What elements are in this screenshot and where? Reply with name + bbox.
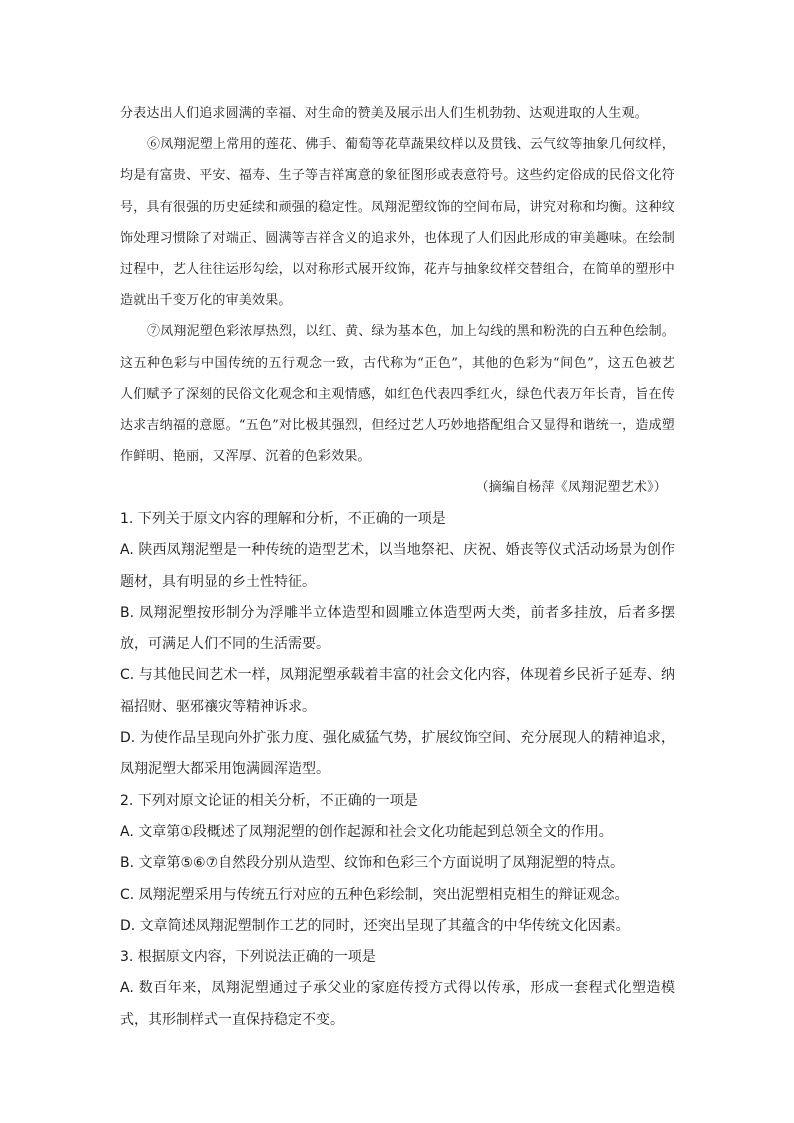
passage-paragraph-7: ⑦凤翔泥塑色彩浓厚热烈，以红、黄、绿为基本色，加上勾线的黑和粉洗的白五种色绘制。这五种色彩与中国传统的五行观念一致，古代称为“正色”，其他的色彩为“间色”，这五色被艺人们赋予了深刻的民俗文化观念和主观情感，如红色代表四季红火，绿色代表万年长青，旨在传达求吉纳福的意愿。“五色”对比极其强烈，但经过艺人巧妙地搭配组合又显得和谐统一，造成塑作鲜明、艳丽，又浑厚、沉着的色彩效果。: [120, 324, 676, 465]
question-3-stem: 3. 根据原文内容，下列说法正确的一项是: [120, 949, 376, 966]
question-2-option-a: A. 文章第①段概述了凤翔泥塑的创作起源和社会文化功能起到总领全文的作用。: [120, 823, 613, 840]
question-2-option-c: C. 凤翔泥塑采用与传统五行对应的五种色彩绘制，突出泥塑相克相生的辩证观念。: [120, 886, 629, 903]
question-2-stem: 2. 下列对原文论证的相关分析，不正确的一项是: [120, 792, 418, 809]
question-1-option-d: D. 为使作品呈现向外扩张力度、强化威猛气势，扩展纹饰空间、充分展现人的精神追求，凤翔泥塑大都采用饱满圆浑造型。: [120, 730, 675, 778]
question-1-option-c: C. 与其他民间艺术一样，凤翔泥塑承载着丰富的社会文化内容，体现着乡民祈子延寿、纳福招财、驱邪禳灾等精神诉求。: [120, 667, 675, 715]
question-list: [120, 504, 675, 1036]
question-1-stem: 1. 下列关于原文内容的理解和分析，不正确的一项是: [120, 511, 446, 527]
passage-paragraph-5-tail: 分表达出人们追求圆满的幸福、对生命的赞美及展示出人们生机勃勃、达观进取的人生观。: [120, 106, 649, 121]
question-1-option-a: A. 陕西凤翔泥塑是一种传统的造型艺术，以当地祭祀、庆祝、婚丧等仪式活动场景为创作题材，具有明显的乡土性特征。: [120, 542, 675, 590]
question-2-option-b: B. 文章第⑤⑥⑦自然段分别从造型、纹饰和色彩三个方面说明了凤翔泥塑的特点。: [120, 855, 625, 872]
question-1-option-b: B. 凤翔泥塑按形制分为浮雕半立体造型和圆雕立体造型两大类，前者多挂放，后者多摆放，可满足人们不同的生活需要。: [120, 604, 675, 653]
question-2-option-d: D. 文章简述凤翔泥塑制作工艺的同时，还突出呈现了其蕴含的中华传统文化因素。: [120, 917, 630, 934]
question-3-option-a: A. 数百年来，凤翔泥塑通过子承父业的家庭传授方式得以传承，形成一套程式化塑造模式，其形制样式一直保持稳定不变。: [120, 980, 675, 1028]
reading-passage: [120, 98, 675, 504]
passage-source: （摘编自杨萍《凤翔泥塑艺术》）: [475, 480, 667, 496]
passage-paragraph-6: ⑥凤翔泥塑上常用的莲花、佛手、葡萄等花草蔬果纹样以及贯钱、云气纹等抽象几何纹样，均是有富贵、平安、福寿、生子等吉祥寓意的象征图形或表意符号。这些约定俗成的民俗文化符号，具有很强的历史延续和顽强的稳定性。凤翔泥塑纹饰的空间布局，讲究对称和均衡。这种纹饰处理习惯除了对端正、圆满等吉祥含义的追求外，也体现了人们因此形成的审美趣味。在绘制过程中，艺人往往运形勾绘，以对称形式展开纹饰，花卉与抽象纹样交替组合，在简单的塑形中造就出千变万化的审美效果。: [120, 137, 676, 309]
